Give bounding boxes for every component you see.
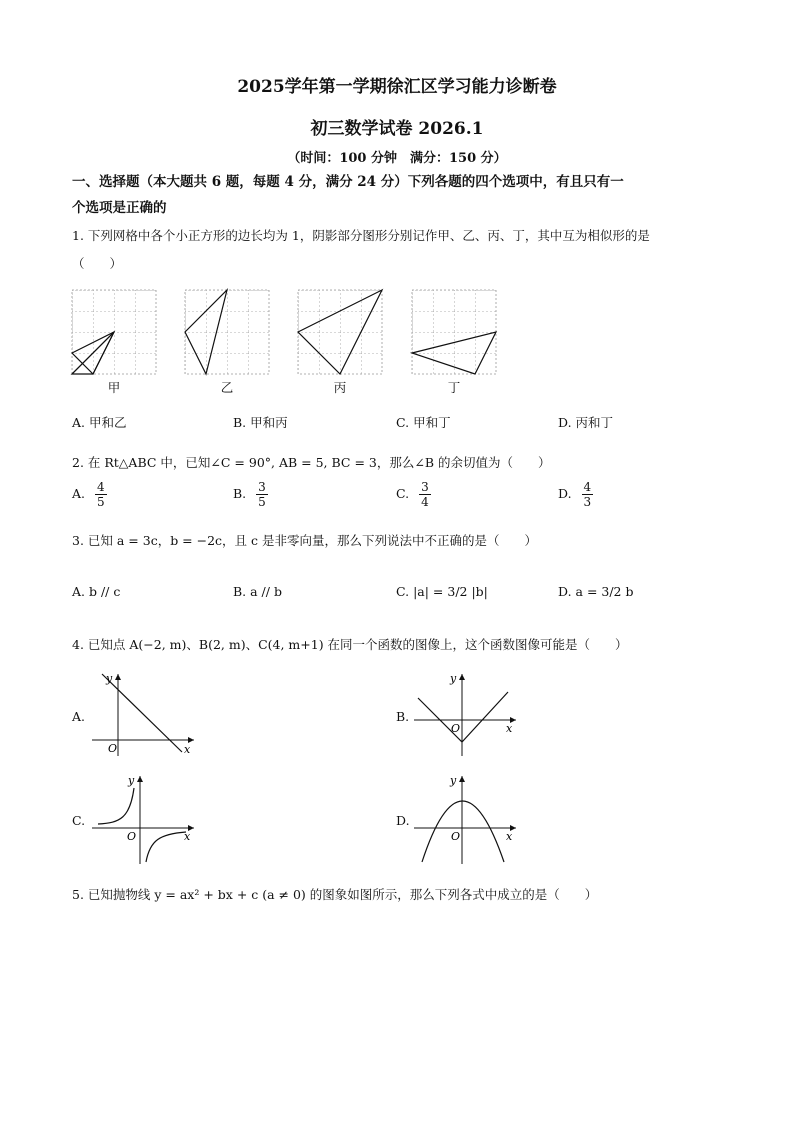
q4-option-a[interactable]: A. [72,709,86,724]
label-ding: 丁 [447,380,461,395]
label-yi: 乙 [220,380,234,395]
label-bing: 丙 [333,380,347,395]
q2-option-d-fraction [582,480,594,509]
numerator: 4 [583,480,592,494]
q4-graph-d [412,770,522,866]
q2-option-a[interactable] [72,480,107,509]
q2-option-b[interactable] [233,480,268,509]
q1-text-line2: （ ） [72,256,123,271]
figure-bing [298,290,382,374]
q3-option-c[interactable]: C. |a| = 3/2 |b| [396,584,488,599]
figure-jia [72,290,156,374]
exam-subtitle: 初三数学试卷 2026.1 [310,119,484,139]
q4-graph-a [90,668,200,758]
q2-option-c-letter: C. [396,486,410,501]
q1-grid-figures [0,280,794,385]
q4-option-d[interactable]: D. [396,813,410,828]
origin-label: O [127,830,137,843]
q2-option-c[interactable] [396,480,431,509]
v-graph [418,692,508,742]
exam-title: 2025学年第一学期徐汇区学习能力诊断卷 [237,77,557,97]
q3-option-b[interactable]: B. a // b [233,584,282,599]
q1-option-a[interactable]: A. 甲和乙 [72,415,127,430]
q4-text: 4. 已知点 A(−2, m)、B(2, m)、C(4, m+1) 在同一个函数的图像上，这个函数图像可能是（ ） [72,637,628,652]
q3-option-d[interactable]: D. a = 3/2 b [558,584,634,599]
q2-option-b-fraction [256,480,268,509]
denominator: 5 [97,495,105,509]
q2-option-d-letter: D. [558,486,572,501]
q1-option-c[interactable]: C. 甲和丁 [396,415,451,430]
hyperbola-branch-right [146,832,186,862]
q2-option-a-fraction [95,480,107,509]
q2-option-b-letter: B. [233,486,247,501]
denominator: 3 [583,495,592,509]
q1-option-b[interactable]: B. 甲和丙 [233,415,288,430]
denominator: 5 [258,495,266,509]
denominator: 4 [421,495,429,509]
q4-graph-c [90,770,200,866]
q4-option-c[interactable]: C. [72,813,86,828]
numerator: 3 [258,480,266,494]
origin-label: O [451,722,461,735]
figure-yi [185,290,269,374]
q1-text-line1: 1. 下列网格中各个小正方形的边长均为 1，阴影部分图形分别记作甲、乙、丙、丁，其中互为相似形的是 [72,228,650,243]
numerator: 4 [97,480,105,494]
q4-option-b[interactable]: B. [396,709,410,724]
hyperbola-branch-left [98,788,134,824]
q2-option-c-fraction [419,480,431,509]
x-axis-label: x [506,722,513,735]
origin-label: O [451,830,461,843]
q3-option-a[interactable]: A. b // c [72,584,121,599]
q5-text: 5. 已知抛物线 y = ax² + bx + c (a ≠ 0) 的图象如图所示，那么下列各式中成立的是（ ） [72,887,598,902]
y-axis-label: y [128,774,135,787]
q3-text: 3. 已知 a = 3c，b = −2c，且 c 是非零向量，那么下列说法中不正确的是（ ） [72,533,537,548]
origin-label: O [108,742,118,755]
x-axis-label: x [184,830,191,843]
q2-option-d[interactable] [558,480,593,509]
section-heading-line1: 一、选择题（本大题共 6 题，每题 4 分，满分 24 分）下列各题的四个选项中，有且只有一 [72,174,624,190]
x-axis-label: x [506,830,513,843]
q2-text: 2. 在 Rt△ABC 中，已知∠C = 90°, AB = 5, BC = 3，那么∠B 的余切值为（ ） [72,455,551,470]
q4-graph-b [412,668,522,758]
y-axis-label: y [106,672,113,685]
time-note: （时间：100 分钟 满分：150 分） [287,151,507,166]
section-heading-line2: 个选项是正确的 [72,200,167,216]
parabola-graph [422,801,504,862]
y-axis-label: y [450,672,457,685]
q1-option-d[interactable]: D. 丙和丁 [558,415,614,430]
x-axis-label: x [184,743,191,756]
q2-option-a-letter: A. [72,486,86,501]
numerator: 3 [421,480,429,494]
label-jia: 甲 [107,380,121,395]
figure-ding [412,290,496,374]
y-axis-label: y [450,774,457,787]
